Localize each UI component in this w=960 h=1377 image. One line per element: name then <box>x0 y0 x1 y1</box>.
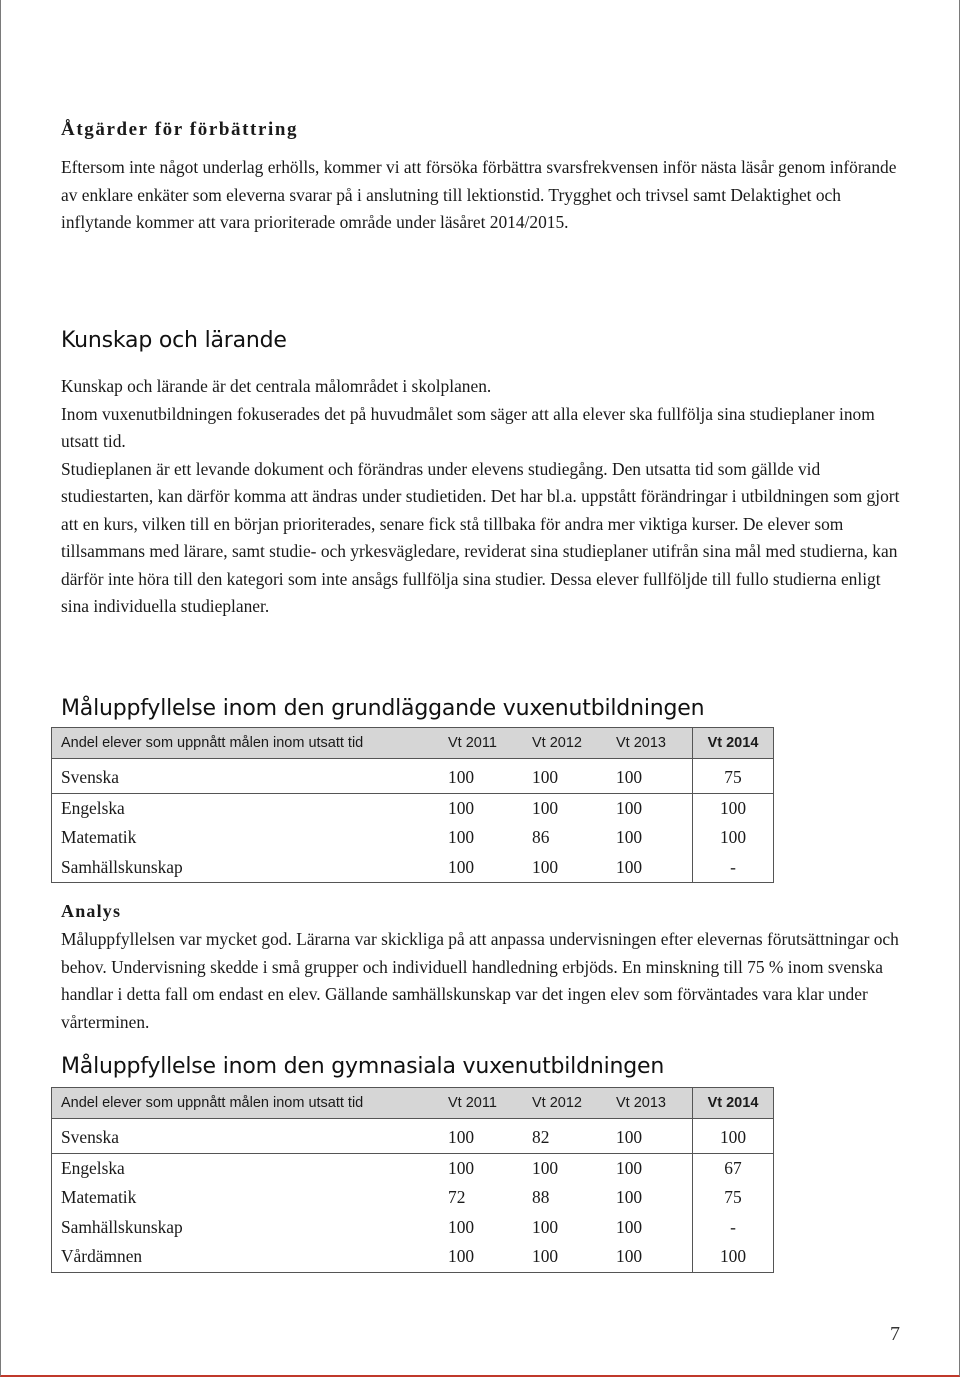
table-row <box>52 823 774 853</box>
value-cell: 67 <box>693 1153 774 1183</box>
value-cell: 72 <box>448 1187 466 1208</box>
value-cell: 100 <box>439 1123 523 1153</box>
header-cell: Vt 2012 <box>523 1088 607 1119</box>
table-row <box>52 793 774 823</box>
value-cell: 100 <box>439 763 523 793</box>
value-cell: 100 <box>448 856 475 877</box>
value-cell: 100 <box>616 1246 643 1267</box>
upper-heading: Måluppfyllelse inom den gymnasiala vuxenutbildningen <box>61 1054 665 1079</box>
value-cell: 75 <box>693 1183 774 1213</box>
table-row <box>52 1123 774 1153</box>
value-cell: 100 <box>523 763 607 793</box>
value-cell: 100 <box>693 1242 774 1272</box>
improvements-heading: Åtgärder för förbättring <box>61 119 299 140</box>
value-cell: 100 <box>616 1187 643 1208</box>
table-row <box>52 1242 774 1272</box>
improvements-text: Eftersom inte något underlag erhölls, kommer vi att försöka förbättra svarsfrekvensen inför nästa läsår genom införande av enklare enkäter som eleverna svarar på i anslutning till lektionstid. Trygghet och trivsel samt Delaktighet och inflytande kommer att vara prioriterade område under läsåret 2014/2015. <box>61 157 897 232</box>
table-row <box>52 1183 774 1213</box>
subject-cell: Samhällskunskap <box>61 856 183 877</box>
page-number: 7 <box>890 1323 900 1345</box>
value-cell: 100 <box>616 797 643 818</box>
subject-cell: Svenska <box>52 1123 440 1153</box>
subject-cell: Matematik <box>61 827 137 848</box>
header-cell: Andel elever som uppnått målen inom utsatt tid <box>52 1088 440 1119</box>
header-cell: Vt 2014 <box>693 728 774 759</box>
value-cell: 100 <box>532 1216 559 1237</box>
knowledge-paragraphs <box>61 373 911 621</box>
value-cell: 100 <box>693 1123 774 1153</box>
analysis-text: Måluppfyllelsen var mycket god. Lärarna var skickliga på att anpassa undervisningen efter elevernas förutsättningar och behov. Undervisning skedde i små grupper och individuell handledning erbjöds. En minskning till 75 % inom svenska handlar i detta fall om endast en elev. Gällande samhällskunskap var det ingen elev som förväntades vara klar under vårterminen. <box>61 929 899 1032</box>
value-cell: 100 <box>448 827 475 848</box>
subject-cell: Vårdämnen <box>61 1246 143 1267</box>
basic-results-table <box>51 727 774 883</box>
table-row <box>52 1153 774 1183</box>
value-cell: 100 <box>532 1157 559 1178</box>
improvements-paragraph <box>61 154 911 237</box>
subject-cell: Engelska <box>61 1157 125 1178</box>
value-cell: 100 <box>532 856 559 877</box>
value-cell: 100 <box>607 1123 693 1153</box>
value-cell: 82 <box>523 1123 607 1153</box>
table-row <box>52 853 774 883</box>
header-cell: Vt 2013 <box>607 728 693 759</box>
subject-cell: Samhällskunskap <box>61 1216 183 1237</box>
table-row <box>52 763 774 793</box>
value-cell: 75 <box>693 763 774 793</box>
upper-table-wrap <box>51 1087 774 1273</box>
header-cell: Vt 2012 <box>523 728 607 759</box>
header-cell: Vt 2011 <box>439 1088 523 1119</box>
basic-table-wrap <box>51 727 774 883</box>
value-cell: 100 <box>532 1246 559 1267</box>
value-cell: 100 <box>616 827 643 848</box>
value-cell: 86 <box>532 827 550 848</box>
value-cell: 100 <box>616 1216 643 1237</box>
subject-cell: Engelska <box>61 797 125 818</box>
value-cell: 100 <box>448 797 475 818</box>
value-cell: 88 <box>532 1187 550 1208</box>
value-cell: 100 <box>448 1157 475 1178</box>
analysis-paragraph <box>61 926 911 1036</box>
basic-heading: Måluppfyllelse inom den grundläggande vuxenutbildningen <box>61 696 705 721</box>
upper-results-table <box>51 1087 774 1273</box>
table-row <box>52 1213 774 1243</box>
header-cell: Vt 2014 <box>693 1088 774 1119</box>
knowledge-line-2: Inom vuxenutbildningen fokuserades det på huvudmålet som säger att alla elever ska fullfölja sina studieplaner inom utsatt tid. <box>61 403 875 451</box>
value-cell: 100 <box>616 1157 643 1178</box>
value-cell: - <box>693 1213 774 1243</box>
header-cell: Vt 2013 <box>607 1088 693 1119</box>
analysis-heading: Analys <box>61 901 122 921</box>
value-cell: 100 <box>616 856 643 877</box>
header-cell: Vt 2011 <box>439 728 523 759</box>
upper-table-header-row <box>52 1088 774 1119</box>
subject-cell: Matematik <box>61 1187 137 1208</box>
knowledge-line-1: Kunskap och lärande är det centrala målområdet i skolplanen. <box>61 376 492 396</box>
value-cell: 100 <box>448 1216 475 1237</box>
subject-cell: Svenska <box>52 763 440 793</box>
value-cell: 100 <box>693 823 774 853</box>
value-cell: 100 <box>448 1246 475 1267</box>
value-cell: 100 <box>607 763 693 793</box>
knowledge-heading: Kunskap och lärande <box>61 328 287 353</box>
header-cell: Andel elever som uppnått målen inom utsatt tid <box>52 728 440 759</box>
basic-table-header-row <box>52 728 774 759</box>
value-cell: 100 <box>532 797 559 818</box>
value-cell: 100 <box>693 793 774 823</box>
knowledge-line-3: Studieplanen är ett levande dokument och förändras under elevens studiegång. Den utsatta tid som gällde vid studiestarten, kan därför komma att ändras under studietiden. Det har bl.a. uppstått förändringar i utbildningen som gjort att en kurs, vilken till en början prioriterades, senare fick stå tillbaka för andra mer viktiga kurser. De elever som tillsammans med lärare, samt studie- och yrkesvägledare, reviderat sina studieplaner utifrån sina mål med studierna, kan därför inte höra till den kategori som inte ansågs fullfölja sina studier. Dessa elever fullföljde till fullo studierna enligt sina individuella studieplaner. <box>61 458 900 616</box>
value-cell: - <box>693 853 774 883</box>
